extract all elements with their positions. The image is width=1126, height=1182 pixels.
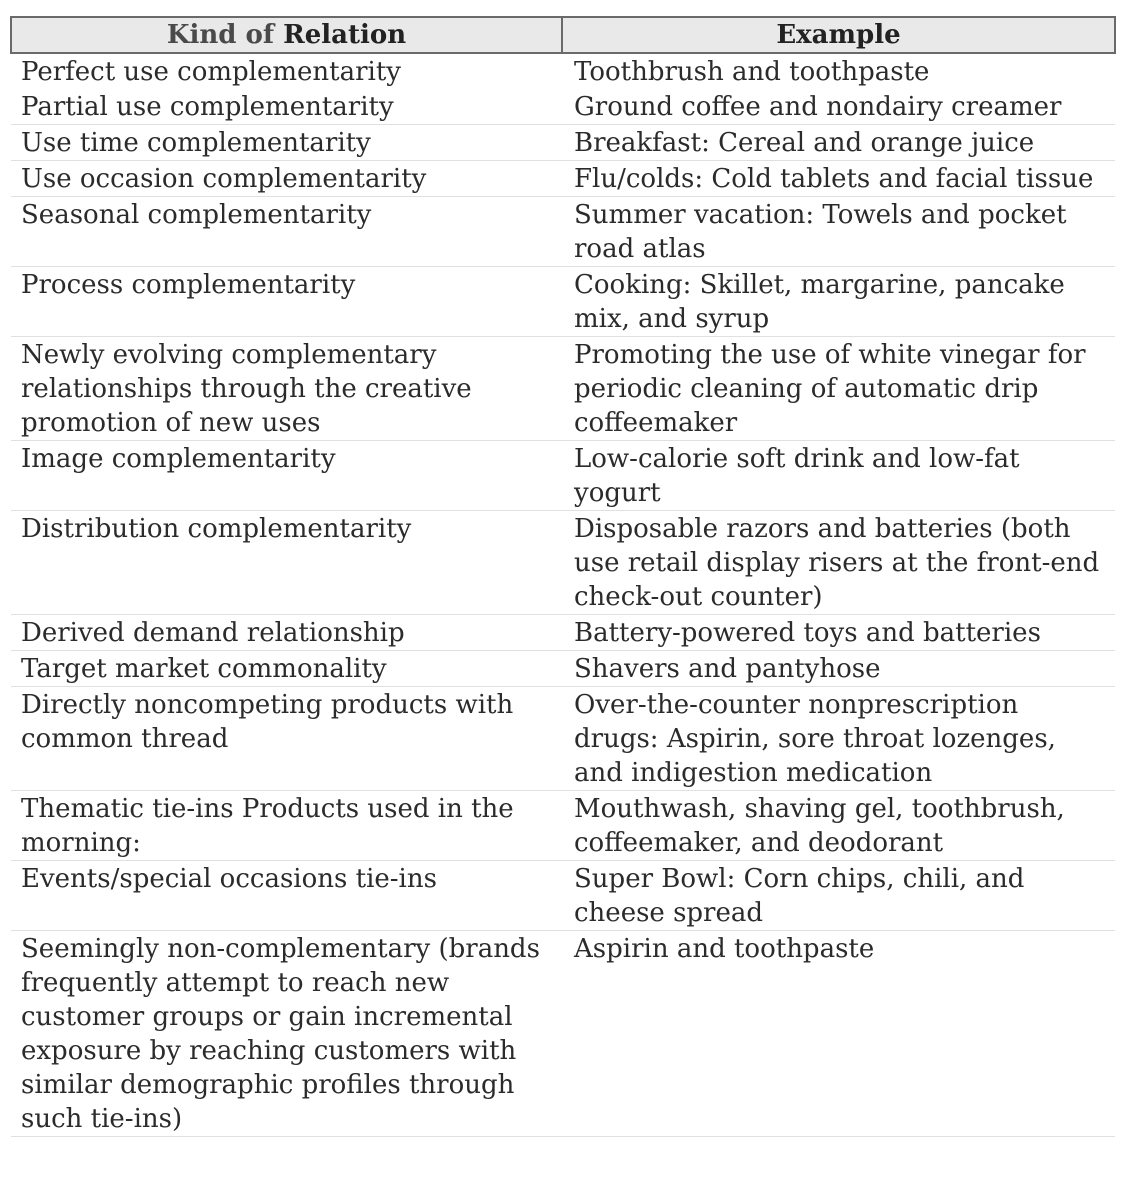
table-row — [11, 197, 1115, 267]
example-cell: Toothbrush and toothpaste — [574, 57, 930, 87]
kind-cell: Distribution complementarity — [11, 511, 562, 615]
header-kind-prefix: Kind of — [166, 20, 275, 50]
kind-cell: Seemingly non-complementary (brands frequently attempt to reach new customer groups or gain incremental exposure by reaching customers with similar demographic profiles through such tie-ins) — [11, 931, 562, 1137]
example-cell: Low-calorie soft drink and low-fat yogurt — [562, 441, 1115, 511]
kind-cell: Use occasion complementarity — [11, 161, 562, 197]
table-row — [11, 861, 1115, 931]
table-row — [11, 511, 1115, 615]
example-cell: Summer vacation: Towels and pocket road atlas — [562, 197, 1115, 267]
table-row — [11, 791, 1115, 861]
example-cell: Battery-powered toys and batteries — [562, 615, 1115, 651]
example-cell: Ground coffee and nondairy creamer — [562, 89, 1115, 125]
table-row — [11, 89, 1115, 125]
example-cell: Cooking: Skillet, margarine, pancake mix, and syrup — [562, 267, 1115, 337]
complementarity-table — [10, 16, 1116, 1137]
table-header — [11, 17, 1115, 53]
table-row — [11, 53, 1115, 89]
example-cell: Disposable razors and batteries (both use retail display risers at the front-end check-out counter) — [562, 511, 1115, 615]
example-cell: Aspirin and toothpaste — [562, 931, 1115, 1137]
header-relation: Relation — [283, 20, 407, 50]
kind-cell: Image complementarity — [11, 441, 562, 511]
example-cell: Super Bowl: Corn chips, chili, and cheese spread — [562, 861, 1115, 931]
kind-cell: Derived demand relationship — [11, 615, 562, 651]
kind-cell: Events/special occasions tie-ins — [11, 861, 562, 931]
kind-cell: Thematic tie-ins Products used in the morning: — [11, 791, 562, 861]
table-row — [11, 931, 1115, 1137]
header-example: Example — [562, 17, 1115, 53]
table-row — [11, 267, 1115, 337]
example-cell: Promoting the use of white vinegar for periodic cleaning of automatic drip coffeemaker — [562, 337, 1115, 441]
table-row — [11, 441, 1115, 511]
example-cell: Flu/colds: Cold tablets and facial tissue — [562, 161, 1115, 197]
kind-cell: Seasonal complementarity — [11, 197, 562, 267]
header-kind-of-relation — [11, 17, 562, 53]
header-row — [11, 17, 1115, 53]
kind-cell: Process complementarity — [11, 267, 562, 337]
example-cell: Breakfast: Cereal and orange juice — [562, 125, 1115, 161]
example-cell: Over-the-counter nonprescription drugs: Aspirin, sore throat lozenges, and indigestion medication — [562, 687, 1115, 791]
table-row — [11, 125, 1115, 161]
table-row — [11, 337, 1115, 441]
kind-cell: Use time complementarity — [11, 125, 562, 161]
table-row — [11, 651, 1115, 687]
kind-cell: Directly noncompeting products with common thread — [11, 687, 562, 791]
example-cell: Mouthwash, shaving gel, toothbrush, coffeemaker, and deodorant — [562, 791, 1115, 861]
kind-cell: Target market commonality — [11, 651, 562, 687]
table-row — [11, 161, 1115, 197]
kind-cell: Partial use complementarity — [11, 89, 562, 125]
kind-cell: Newly evolving complementary relationships through the creative promotion of new uses — [11, 337, 562, 441]
table-row — [11, 615, 1115, 651]
table-body — [11, 53, 1115, 1137]
example-cell: Shavers and pantyhose — [562, 651, 1115, 687]
kind-cell: Perfect use complementarity — [21, 57, 401, 87]
table-row — [11, 687, 1115, 791]
